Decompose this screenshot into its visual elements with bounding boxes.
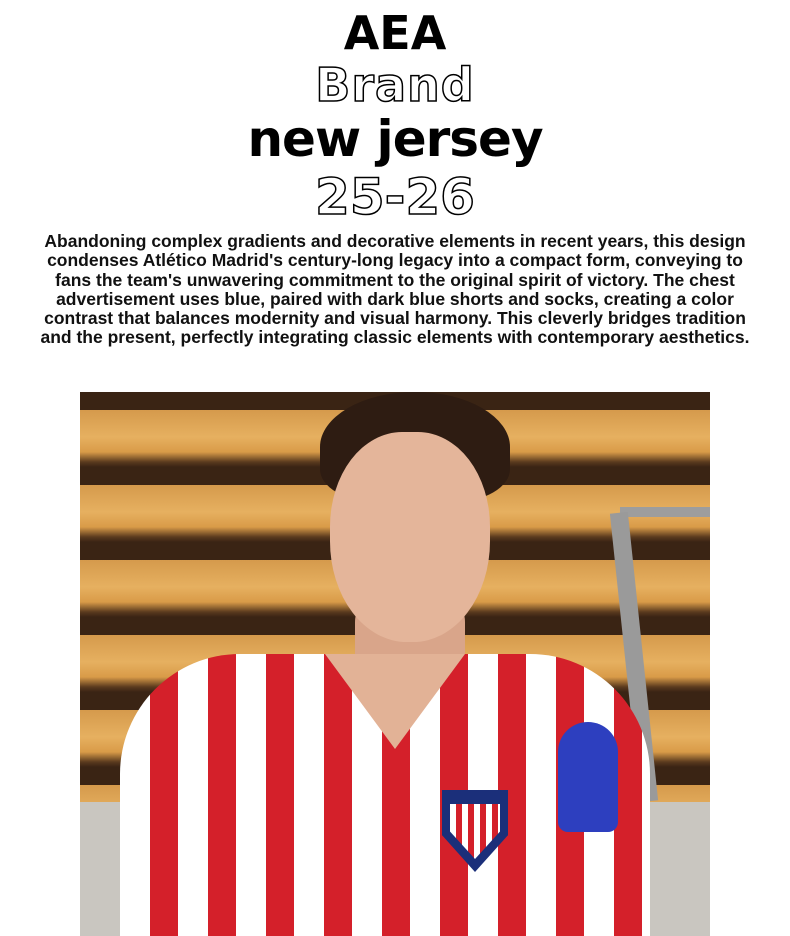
model-photo — [80, 392, 710, 936]
brand-outline-title: Brand — [315, 58, 475, 112]
sleeve-sponsor-logo — [558, 722, 618, 832]
product-description: Abandoning complex gradients and decorative elements in recent years, this design condenses Atlético Madrid's century-long legacy into a compact form, conveying to fans the team's unwavering commitment to the original spirit of victory. The chest advertisement uses blue, paired with dark blue shorts and socks, creating a color contrast that balances modernity and visual harmony. This cleverly bridges tradition and the present, perfectly integrating classic elements with contemporary aesthetics. — [40, 231, 750, 348]
railing — [620, 507, 710, 517]
face — [330, 432, 490, 642]
crest-stripes — [450, 804, 500, 859]
brand-title: AEA — [343, 6, 447, 60]
season-label: 25-26 — [315, 168, 475, 226]
headline: new jersey — [247, 110, 543, 168]
